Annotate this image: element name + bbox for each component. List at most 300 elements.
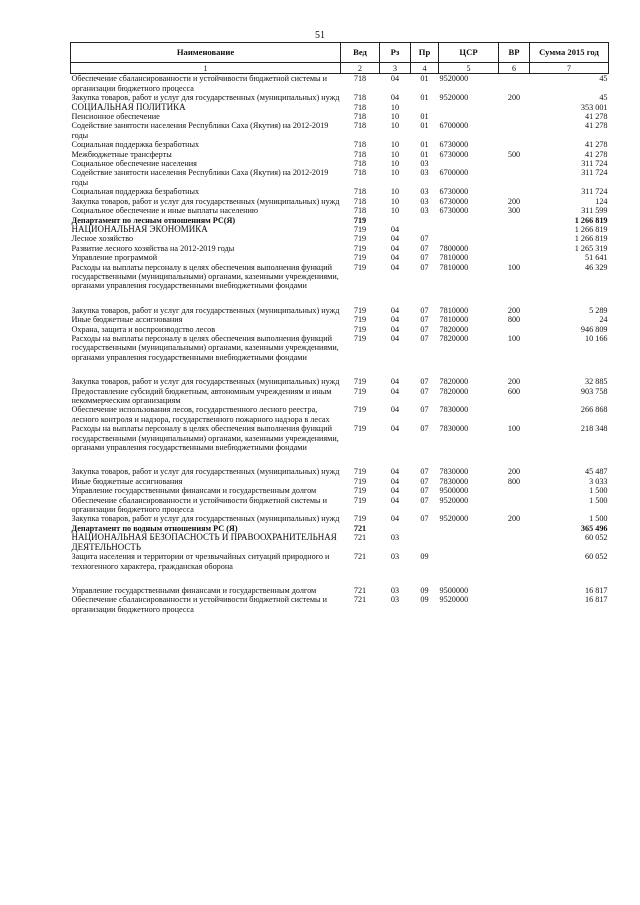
row-vr xyxy=(499,216,530,225)
row-pr: 01 xyxy=(420,140,429,150)
row-pr: 09 xyxy=(420,595,429,605)
row-vr xyxy=(499,121,530,140)
row-rz: 04 xyxy=(390,377,400,387)
row-vr: 800 xyxy=(507,476,521,486)
row-spacer xyxy=(71,362,609,377)
row-csr: 9520000 xyxy=(439,514,469,524)
table-row xyxy=(71,586,609,595)
row-csr: 6730000 xyxy=(439,140,469,150)
table-row xyxy=(71,334,609,362)
row-sum: 311 599 xyxy=(581,206,608,216)
row-csr xyxy=(439,159,499,168)
row-csr: 7820000 xyxy=(439,386,469,396)
row-vr xyxy=(499,496,530,515)
table-row xyxy=(71,424,609,452)
row-pr: 01 xyxy=(420,121,429,131)
row-sum: 1 266 819 xyxy=(574,234,608,244)
row-ved: 718 xyxy=(353,196,367,206)
column-number: 7 xyxy=(530,63,609,74)
row-ved: 719 xyxy=(353,253,367,263)
row-vr: 100 xyxy=(507,333,521,343)
column-number: 3 xyxy=(380,63,411,74)
table-row xyxy=(71,74,609,93)
row-ved: 721 xyxy=(353,533,367,543)
row-rz: 04 xyxy=(390,93,400,103)
row-vr: 200 xyxy=(507,467,521,477)
row-name: Содействие занятости населения Республики Саха (Якутия) на 2012-2019 годы xyxy=(71,121,329,140)
row-csr: 7810000 xyxy=(439,315,469,325)
row-pr: 07 xyxy=(420,424,429,434)
row-ved: 719 xyxy=(353,386,367,396)
row-vr xyxy=(499,524,530,533)
header-csr: ЦСР xyxy=(439,43,499,63)
row-vr: 100 xyxy=(507,262,521,272)
row-sum: 1 500 xyxy=(589,495,608,505)
row-ved: 719 xyxy=(353,495,367,505)
table-row xyxy=(71,467,609,476)
row-rz: 10 xyxy=(390,149,400,159)
column-number: 6 xyxy=(499,63,530,74)
row-ved: 719 xyxy=(353,234,367,244)
row-sum: 10 166 xyxy=(584,333,608,343)
row-pr xyxy=(411,103,439,112)
row-sum: 1 265 319 xyxy=(574,243,608,253)
row-vr xyxy=(499,159,530,168)
row-pr: 01 xyxy=(420,149,429,159)
row-vr: 800 xyxy=(507,315,521,325)
row-name: Предоставление субсидий бюджетным, автономным учреждениям и иным некоммерческим организациям xyxy=(71,386,332,405)
row-name: Управление программой xyxy=(71,253,158,263)
row-rz: 04 xyxy=(390,333,400,343)
row-name: Содействие занятости населения Республики Саха (Якутия) на 2012-2019 годы xyxy=(71,168,329,187)
row-csr: 6730000 xyxy=(439,196,469,206)
table-row xyxy=(71,159,609,168)
row-vr xyxy=(499,187,530,196)
row-ved: 721 xyxy=(353,595,367,605)
row-spacer-cell xyxy=(71,291,609,306)
row-spacer xyxy=(71,571,609,586)
row-csr: 9500000 xyxy=(439,486,469,496)
row-sum: 3 033 xyxy=(589,476,608,486)
row-pr: 07 xyxy=(420,467,429,477)
row-pr: 07 xyxy=(420,486,429,496)
table-row xyxy=(71,168,609,187)
table-body xyxy=(71,74,609,614)
row-vr xyxy=(499,595,530,614)
table-row xyxy=(71,206,609,215)
row-sum: 266 868 xyxy=(580,405,608,415)
row-sum: 24 xyxy=(599,315,608,325)
row-rz: 04 xyxy=(390,424,400,434)
table-row xyxy=(71,552,609,571)
row-spacer xyxy=(71,291,609,306)
row-name: Расходы на выплаты персоналу в целях обеспечения выполнения функций государственными (муниципальными) органами, казенными учреждениями, органами управления государственными внебюджетными фондами xyxy=(71,333,339,362)
row-vr xyxy=(499,486,530,495)
row-vr xyxy=(499,168,530,187)
table-row xyxy=(71,150,609,159)
row-vr: 200 xyxy=(507,196,521,206)
row-csr xyxy=(439,225,499,234)
row-vr xyxy=(499,74,530,93)
row-pr xyxy=(411,225,439,234)
row-vr: 600 xyxy=(507,386,521,396)
row-name: Обеспечение использования лесов, государственного лесного реестра, лесного контроля и надзора, государственного пожарного надзора в лесах xyxy=(71,405,330,424)
row-csr: 7830000 xyxy=(439,476,469,486)
table-row xyxy=(71,325,609,334)
row-pr: 01 xyxy=(420,74,429,84)
row-pr: 01 xyxy=(420,93,429,103)
page-number: 51 xyxy=(315,30,325,41)
row-rz: 04 xyxy=(390,253,400,263)
row-ved: 718 xyxy=(353,168,367,178)
table-row xyxy=(71,121,609,140)
row-name: Социальное обеспечение населения xyxy=(71,159,197,169)
row-csr: 9520000 xyxy=(439,93,469,103)
header-ved: Вед xyxy=(341,43,380,63)
row-name: Межбюджетные трансферты xyxy=(71,149,172,159)
row-sum: 1 266 819 xyxy=(574,224,608,234)
row-csr: 7830000 xyxy=(439,467,469,477)
row-ved: 721 xyxy=(353,552,367,562)
row-vr: 200 xyxy=(507,305,521,315)
row-name: Закупка товаров, работ и услуг для государственных (муниципальных) нужд xyxy=(71,514,340,524)
row-vr: 200 xyxy=(507,377,521,387)
row-rz: 03 xyxy=(390,533,400,543)
row-name: НАЦИОНАЛЬНАЯ ЭКОНОМИКА xyxy=(71,223,208,234)
row-rz: 10 xyxy=(390,102,400,112)
header-vr: ВР xyxy=(499,43,530,63)
row-vr xyxy=(499,234,530,243)
table-row xyxy=(71,477,609,486)
row-rz xyxy=(380,524,411,533)
row-name: Закупка товаров, работ и услуг для государственных (муниципальных) нужд xyxy=(71,93,340,103)
row-pr: 07 xyxy=(420,405,429,415)
row-rz xyxy=(380,216,411,225)
table-row xyxy=(71,514,609,523)
row-vr xyxy=(499,405,530,424)
row-sum: 1 266 819 xyxy=(574,215,608,225)
row-name: Социальная поддержка безработных xyxy=(71,140,200,150)
header-rz: Рз xyxy=(380,43,411,63)
table-row xyxy=(71,263,609,291)
row-spacer-cell xyxy=(71,362,609,377)
row-vr: 200 xyxy=(507,514,521,524)
row-csr xyxy=(439,552,499,571)
row-pr: 07 xyxy=(420,253,429,263)
row-pr xyxy=(411,524,439,533)
row-pr: 07 xyxy=(420,514,429,524)
row-csr: 6700000 xyxy=(439,168,469,178)
table-row xyxy=(71,187,609,196)
row-sum: 903 758 xyxy=(580,386,608,396)
row-pr: 03 xyxy=(420,159,429,169)
row-sum: 311 724 xyxy=(581,187,608,197)
row-sum: 41 278 xyxy=(584,112,608,122)
row-pr: 07 xyxy=(420,305,429,315)
table-row xyxy=(71,103,609,112)
row-pr xyxy=(411,216,439,225)
row-rz: 04 xyxy=(390,486,400,496)
row-rz: 04 xyxy=(390,405,400,415)
row-ved: 718 xyxy=(353,74,367,84)
row-name: Пенсионное обеспечение xyxy=(71,112,160,122)
row-vr xyxy=(499,225,530,234)
budget-table xyxy=(70,42,609,614)
row-rz: 04 xyxy=(390,305,400,315)
row-vr xyxy=(499,140,530,149)
row-pr: 07 xyxy=(420,476,429,486)
row-pr: 07 xyxy=(420,234,429,244)
row-sum: 365 496 xyxy=(580,523,608,533)
row-ved: 719 xyxy=(353,405,367,415)
row-csr: 9520000 xyxy=(439,74,469,84)
row-rz: 04 xyxy=(390,243,400,253)
row-ved: 718 xyxy=(353,159,367,169)
row-sum: 946 809 xyxy=(580,324,608,334)
row-sum: 41 278 xyxy=(584,140,608,150)
row-sum: 5 289 xyxy=(589,305,608,315)
row-sum: 46 329 xyxy=(584,262,608,272)
row-rz: 04 xyxy=(390,315,400,325)
row-sum: 218 348 xyxy=(580,424,608,434)
row-pr: 07 xyxy=(420,386,429,396)
row-pr: 09 xyxy=(420,552,429,562)
row-csr: 7810000 xyxy=(439,305,469,315)
row-name: Расходы на выплаты персоналу в целях обеспечения выполнения функций государственными (муниципальными) органами, казенными учреждениями, органами управления государственными внебюджетными фондами xyxy=(71,262,339,291)
row-rz: 04 xyxy=(390,224,400,234)
row-name: Обеспечение сбалансированности и устойчивости бюджетной системы и организации бюджетного процесса xyxy=(71,74,327,93)
row-sum: 41 278 xyxy=(584,121,608,131)
row-ved: 719 xyxy=(353,243,367,253)
table-row xyxy=(71,112,609,121)
row-name: Защита населения и территории от чрезвычайных ситуаций природного и техногенного характера, гражданская оборона xyxy=(71,552,330,571)
row-rz: 10 xyxy=(390,140,400,150)
row-csr: 7820000 xyxy=(439,333,469,343)
column-number: 5 xyxy=(439,63,499,74)
row-sum: 41 278 xyxy=(584,149,608,159)
row-rz: 03 xyxy=(390,585,400,595)
row-csr: 7800000 xyxy=(439,243,469,253)
row-sum: 311 724 xyxy=(581,159,608,169)
row-ved: 719 xyxy=(353,333,367,343)
row-name: Обеспечение сбалансированности и устойчивости бюджетной системы и организации бюджетного процесса xyxy=(71,495,327,515)
table-row xyxy=(71,140,609,149)
row-name: Департамент по водным отношениям РС (Я) xyxy=(71,523,238,533)
row-ved: 718 xyxy=(353,121,367,131)
row-vr xyxy=(499,112,530,121)
row-sum: 60 052 xyxy=(584,533,608,543)
row-csr: 7820000 xyxy=(439,377,469,387)
row-rz: 10 xyxy=(390,168,400,178)
row-rz: 04 xyxy=(390,262,400,272)
row-rz: 04 xyxy=(390,467,400,477)
row-sum: 45 xyxy=(599,93,608,103)
table-row xyxy=(71,253,609,262)
table-row xyxy=(71,306,609,315)
row-ved: 721 xyxy=(353,523,367,533)
row-csr: 7810000 xyxy=(439,262,469,272)
row-ved: 721 xyxy=(353,585,367,595)
row-csr xyxy=(439,533,499,552)
row-rz: 04 xyxy=(390,234,400,244)
row-vr xyxy=(499,103,530,112)
table-row xyxy=(71,486,609,495)
row-csr xyxy=(439,216,499,225)
row-csr xyxy=(439,103,499,112)
column-number: 1 xyxy=(71,63,341,74)
row-name: Охрана, защита и воспроизводство лесов xyxy=(71,324,216,334)
row-sum: 311 724 xyxy=(581,168,608,178)
row-vr xyxy=(499,244,530,253)
row-rz: 04 xyxy=(390,74,400,84)
row-rz: 03 xyxy=(390,595,400,605)
row-pr: 07 xyxy=(420,324,429,334)
header-sum: Сумма 2015 год xyxy=(530,43,609,63)
table-row xyxy=(71,377,609,386)
row-rz: 10 xyxy=(390,159,400,169)
row-pr: 01 xyxy=(420,112,429,122)
row-rz: 04 xyxy=(390,514,400,524)
row-sum: 1 500 xyxy=(589,486,608,496)
row-name: Управление государственными финансами и государственным долгом xyxy=(71,585,317,595)
row-csr xyxy=(439,524,499,533)
row-vr: 300 xyxy=(507,206,521,216)
table-row xyxy=(71,197,609,206)
row-vr xyxy=(499,253,530,262)
row-spacer-cell xyxy=(71,452,609,467)
row-csr: 7830000 xyxy=(439,424,469,434)
row-spacer-cell xyxy=(71,571,609,586)
row-pr: 09 xyxy=(420,585,429,595)
table-row xyxy=(71,595,609,614)
row-pr xyxy=(411,533,439,552)
row-name: Иные бюджетные ассигнования xyxy=(71,476,183,486)
table-row xyxy=(71,405,609,424)
row-vr xyxy=(499,586,530,595)
row-ved: 719 xyxy=(353,514,367,524)
row-spacer xyxy=(71,452,609,467)
row-ved: 719 xyxy=(353,424,367,434)
table-row xyxy=(71,533,609,552)
row-vr xyxy=(499,552,530,571)
row-ved: 718 xyxy=(353,187,367,197)
column-number: 4 xyxy=(411,63,439,74)
table-row xyxy=(71,244,609,253)
row-name: Обеспечение сбалансированности и устойчивости бюджетной системы и организации бюджетного процесса xyxy=(71,595,327,614)
row-ved: 719 xyxy=(353,315,367,325)
row-sum: 16 817 xyxy=(584,585,608,595)
row-name: Социальная поддержка безработных xyxy=(71,187,200,197)
row-ved: 718 xyxy=(353,149,367,159)
row-csr: 9500000 xyxy=(439,585,469,595)
row-name: НАЦИОНАЛЬНАЯ БЕЗОПАСНОСТЬ И ПРАВООХРАНИТЕЛЬНАЯ ДЕЯТЕЛЬНОСТЬ xyxy=(71,532,337,552)
table-row xyxy=(71,496,609,515)
row-pr: 03 xyxy=(420,196,429,206)
row-rz: 04 xyxy=(390,386,400,396)
row-rz: 04 xyxy=(390,495,400,505)
row-name: Закупка товаров, работ и услуг для государственных (муниципальных) нужд xyxy=(71,377,340,387)
row-ved: 719 xyxy=(353,215,367,225)
row-pr: 07 xyxy=(420,243,429,253)
row-sum: 60 052 xyxy=(584,552,608,562)
row-vr: 200 xyxy=(507,93,521,103)
row-rz: 10 xyxy=(390,121,400,131)
row-rz: 10 xyxy=(390,206,400,216)
row-pr: 07 xyxy=(420,333,429,343)
table-row xyxy=(71,234,609,243)
row-csr xyxy=(439,234,499,243)
row-name: Развитие лесного хозяйства на 2012-2019 годы xyxy=(71,243,235,253)
row-ved: 719 xyxy=(353,377,367,387)
row-pr: 03 xyxy=(420,187,429,197)
row-ved: 719 xyxy=(353,305,367,315)
row-rz: 03 xyxy=(390,552,400,562)
row-sum: 353 001 xyxy=(580,102,608,112)
row-pr: 07 xyxy=(420,315,429,325)
row-ved: 719 xyxy=(353,476,367,486)
row-csr: 7830000 xyxy=(439,405,469,415)
row-ved: 718 xyxy=(353,112,367,122)
table-row xyxy=(71,315,609,324)
row-name: Социальное обеспечение и иные выплаты населению xyxy=(71,206,258,216)
header-name: Наименование xyxy=(71,43,341,63)
row-ved: 718 xyxy=(353,140,367,150)
row-csr: 6730000 xyxy=(439,149,469,159)
row-sum: 16 817 xyxy=(584,595,608,605)
row-name: Закупка товаров, работ и услуг для государственных (муниципальных) нужд xyxy=(71,305,340,315)
row-sum: 124 xyxy=(595,196,608,206)
row-vr: 100 xyxy=(507,424,521,434)
row-pr: 03 xyxy=(420,168,429,178)
row-rz: 10 xyxy=(390,112,400,122)
row-vr xyxy=(499,533,530,552)
row-sum: 45 xyxy=(599,74,608,84)
row-name: Закупка товаров, работ и услуг для государственных (муниципальных) нужд xyxy=(71,467,340,477)
row-csr xyxy=(439,112,499,121)
row-name: Управление государственными финансами и государственным долгом xyxy=(71,486,317,496)
row-sum: 32 885 xyxy=(584,377,608,387)
row-vr: 500 xyxy=(507,149,521,159)
row-csr: 9520000 xyxy=(439,495,469,505)
row-pr: 03 xyxy=(420,206,429,216)
row-csr: 6700000 xyxy=(439,121,469,131)
column-number: 2 xyxy=(341,63,380,74)
row-ved: 718 xyxy=(353,102,367,112)
row-ved: 719 xyxy=(353,324,367,334)
row-ved: 719 xyxy=(353,486,367,496)
row-ved: 719 xyxy=(353,224,367,234)
row-csr: 9520000 xyxy=(439,595,469,605)
row-csr: 6730000 xyxy=(439,206,469,216)
row-pr: 07 xyxy=(420,495,429,505)
table-row xyxy=(71,387,609,406)
row-rz: 10 xyxy=(390,196,400,206)
row-vr xyxy=(499,325,530,334)
row-ved: 718 xyxy=(353,206,367,216)
header-pr: Пр xyxy=(411,43,439,63)
row-name: Иные бюджетные ассигнования xyxy=(71,315,183,325)
row-ved: 719 xyxy=(353,262,367,272)
row-name: Департамент по лесным отношениям РС(Я) xyxy=(71,215,236,225)
column-number-row xyxy=(71,63,609,74)
row-pr: 07 xyxy=(420,377,429,387)
row-rz: 10 xyxy=(390,187,400,197)
row-name: СОЦИАЛЬНАЯ ПОЛИТИКА xyxy=(71,101,186,112)
row-csr: 7810000 xyxy=(439,253,469,263)
row-pr: 07 xyxy=(420,262,429,272)
row-ved: 718 xyxy=(353,93,367,103)
row-sum: 1 500 xyxy=(589,514,608,524)
